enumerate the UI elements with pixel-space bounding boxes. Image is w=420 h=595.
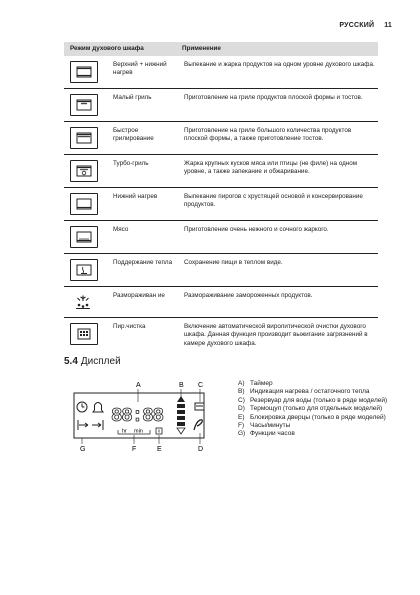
meat-icon	[70, 226, 98, 248]
table-row	[64, 318, 378, 353]
mode-name: Быстрое грилирование	[110, 122, 178, 155]
hr-label: hr	[122, 428, 127, 435]
table-row	[64, 89, 378, 122]
label-c: C	[198, 382, 204, 389]
legend-key: F)	[238, 422, 245, 430]
pyrolysis-icon	[70, 323, 98, 345]
small-grill-icon	[70, 94, 98, 116]
end-time-icon	[92, 420, 103, 430]
mode-name: Малый гриль	[110, 89, 178, 122]
display-diagram	[64, 378, 234, 458]
legend-key: E)	[238, 413, 245, 421]
legend-item	[238, 422, 398, 430]
mode-icon-cell	[64, 254, 110, 287]
label-b: B	[179, 382, 184, 389]
turbo-grill-icon	[70, 160, 98, 182]
mode-description: Выпекание и жарка продуктов на одном уровне духового шкафа.	[184, 61, 375, 69]
table-row	[64, 221, 378, 254]
mode-name: Пир.чистка	[110, 318, 178, 353]
mode-icon-cell	[64, 221, 110, 254]
mode-name: Мясо	[110, 221, 178, 254]
top-bottom-heat-icon	[70, 61, 98, 83]
mode-description: Сохранение пищи в теплом виде.	[178, 254, 378, 287]
legend-text: Индикация нагрева / остаточного тепла	[250, 388, 370, 396]
mode-icon-cell	[64, 89, 110, 122]
bottom-heat-icon	[70, 193, 98, 215]
table-row	[64, 287, 378, 318]
bell-icon	[93, 403, 103, 413]
col-header-mode: Режим духового шкафа	[64, 42, 178, 56]
mode-icon-cell	[64, 188, 110, 221]
defrost-icon	[70, 292, 96, 312]
page-number: 11	[384, 22, 392, 29]
table-row	[64, 155, 378, 188]
mode-description: Приготовление очень нежного и сочного жаркого.	[178, 221, 378, 254]
legend-text: Таймер	[250, 380, 273, 387]
label-d: D	[198, 446, 204, 453]
mode-description: Приготовление на гриле продуктов плоской формы и тостов.	[178, 89, 378, 122]
legend-key: B)	[238, 388, 245, 396]
start-time-icon	[78, 420, 88, 430]
label-e: E	[157, 446, 162, 453]
table-row	[64, 122, 378, 155]
display-legend	[238, 380, 398, 439]
mode-name: Размораживан ие	[110, 287, 178, 318]
mode-icon-cell	[64, 155, 110, 188]
page-header	[339, 22, 392, 29]
mode-icon-cell	[64, 122, 110, 155]
legend-key: D)	[238, 405, 245, 413]
oven-modes-table	[64, 42, 378, 353]
legend-item	[238, 397, 398, 405]
section-title: Дисплей	[80, 356, 121, 367]
section-number: 5.4	[64, 356, 78, 367]
mode-description: Включение автоматической виролитической очистки духового шкафа. Данная функция производит выжигание загрязнений в камере духового шкафа.	[178, 318, 378, 353]
mode-name: Турбо-гриль	[110, 155, 178, 188]
label-g: G	[80, 446, 86, 453]
legend-item	[238, 430, 398, 438]
table-row	[64, 188, 378, 221]
mode-icon-cell	[64, 56, 110, 89]
mode-description: Выпекание пирогов с хрустящей основой и консервирование продуктов.	[178, 188, 378, 221]
legend-item	[238, 388, 398, 396]
section-heading	[64, 356, 121, 367]
legend-text: Функции часов	[250, 430, 295, 438]
display-digits: 88:88	[111, 405, 164, 427]
min-label: min	[134, 428, 143, 435]
legend-key: A)	[238, 380, 245, 387]
legend-key: C)	[238, 396, 245, 404]
mode-name: Поддержание тепла	[110, 254, 178, 287]
legend-key: G)	[238, 430, 246, 438]
label-a: A	[136, 382, 141, 389]
clock-icon	[77, 402, 87, 412]
legend-text: Часы/минуты	[250, 422, 291, 430]
legend-text: Резервуар для воды (только в ряде моделей)	[250, 396, 388, 404]
mode-icon-cell	[64, 287, 110, 318]
col-header-usage: Применение	[178, 42, 378, 56]
legend-text: Блокировка дверцы (только в ряде моделей)	[250, 413, 386, 421]
mode-name: Нижний нагрев	[110, 188, 178, 221]
legend-item	[238, 414, 398, 422]
legend-item	[238, 405, 398, 413]
legend-item	[238, 380, 398, 388]
label-f: F	[132, 446, 137, 453]
mode-description: Приготовление на гриле большого количества продуктов плоской формы, а также приготовление тостов.	[178, 122, 378, 155]
fast-grill-icon	[70, 127, 98, 149]
table-header-row	[64, 42, 378, 56]
keep-warm-icon	[70, 259, 98, 281]
mode-description: Размораживание замороженных продуктов.	[178, 287, 378, 318]
legend-text: Термощуп (только для отдельных моделей)	[250, 405, 383, 413]
table-row	[64, 56, 378, 89]
mode-name: Верхний + нижний нагрев	[113, 61, 167, 77]
meat-probe-icon	[194, 420, 202, 430]
table-row	[64, 254, 378, 287]
mode-description: Жарка крупных кусков мяса или птицы (не филе) на одном уровне, а также запекание и обжаривание.	[178, 155, 378, 188]
mode-icon-cell	[64, 318, 110, 353]
heat-indicator-icon	[177, 396, 185, 434]
language-label: РУССКИЙ	[339, 22, 375, 29]
